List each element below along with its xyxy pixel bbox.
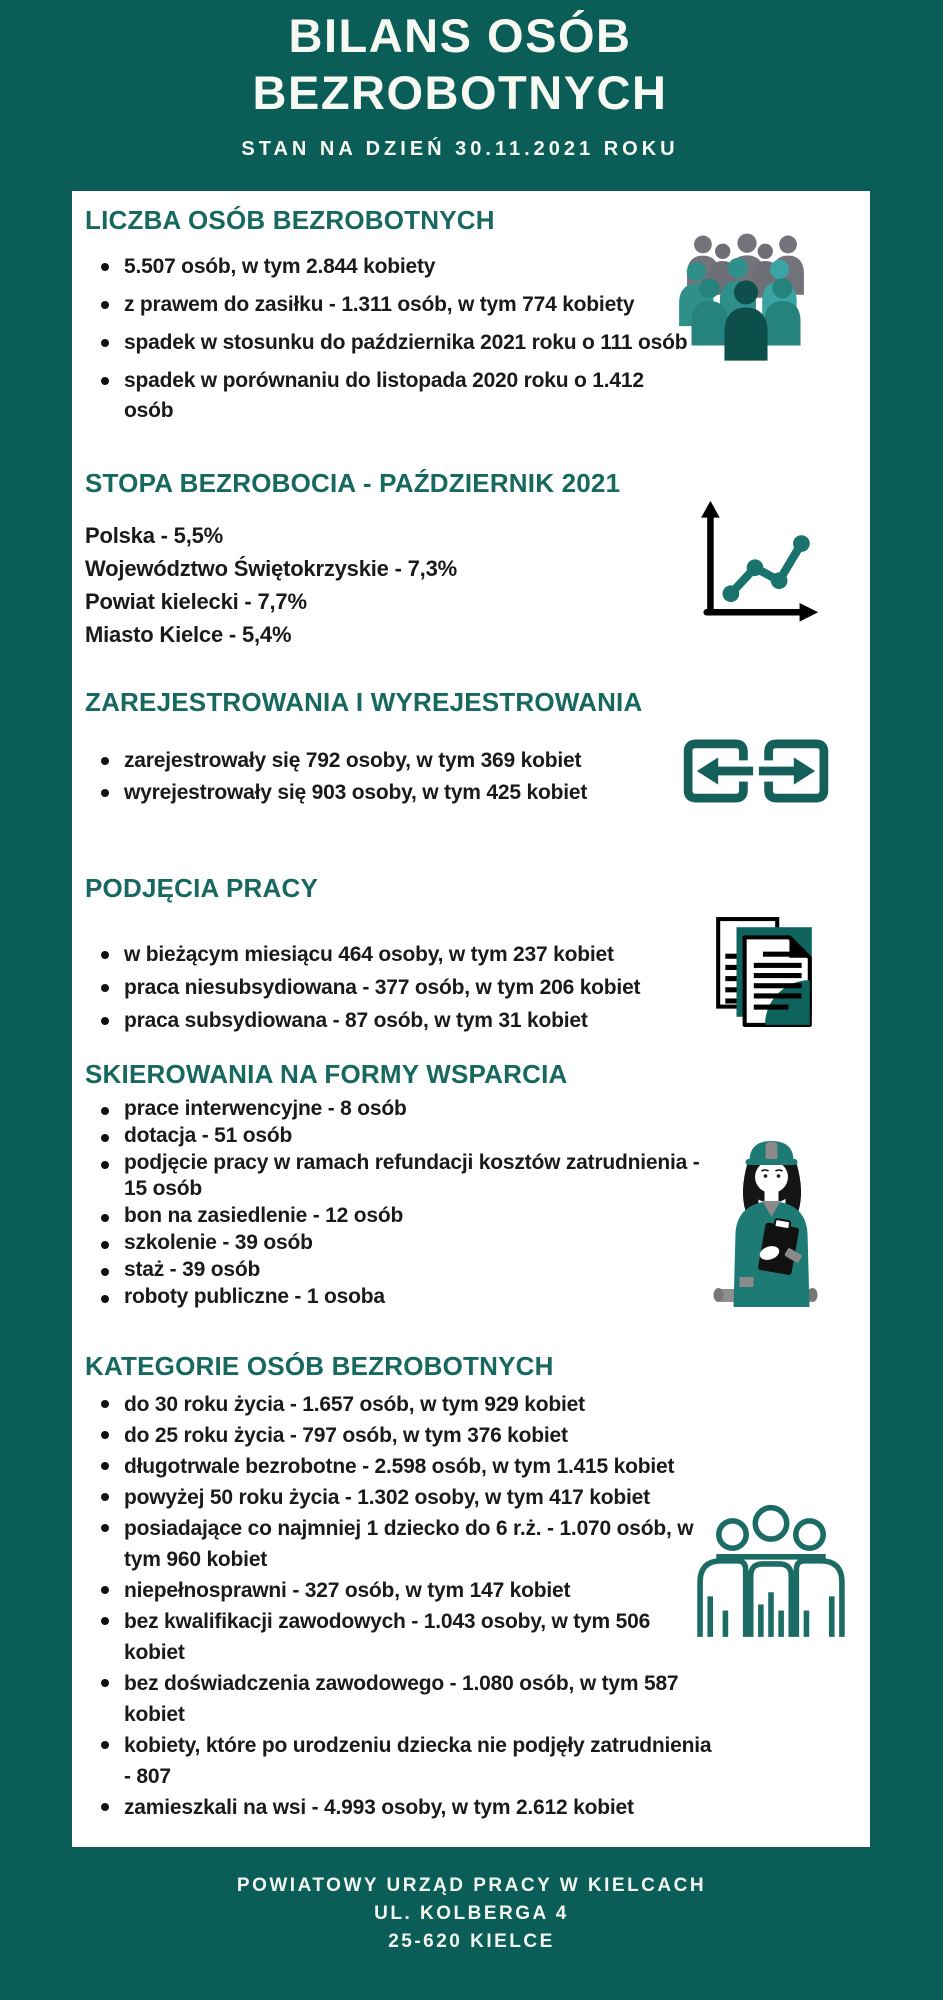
transfer-arrows-icon	[682, 739, 830, 803]
line-chart-icon	[690, 499, 820, 629]
section-heading: PODJĘCIA PRACY	[85, 873, 318, 903]
bullet-item: wyrejestrowały się 903 osoby, w tym 425 kobiet	[124, 778, 704, 808]
bullet-item: 5.507 osób, w tym 2.844 kobiety	[124, 252, 694, 282]
section-heading: KATEGORIE OSÓB BEZROBOTNYCH	[85, 1351, 554, 1381]
bullet-item: prace interwencyjne - 8 osób	[124, 1096, 704, 1122]
bullet-list	[85, 1096, 735, 1310]
bullet-item: długotrwale bezrobotne - 2.598 osób, w tym 1.415 kobiet	[124, 1451, 716, 1482]
page-subtitle: STAN NA DZIEŃ 30.11.2021 ROKU	[241, 138, 679, 160]
bullet-item: niepełnosprawni - 327 osób, w tym 147 kobiet	[124, 1575, 716, 1606]
stat-line: Województwo Świętokrzyskie - 7,3%	[85, 556, 457, 581]
bullet-item: kobiety, które po urodzeniu dziecka nie podjęły zatrudnienia - 807	[124, 1730, 716, 1792]
bullet-list	[85, 1389, 735, 1823]
bullet-item: spadek w porównaniu do listopada 2020 roku o 1.412 osób	[124, 366, 694, 426]
bullet-item: szkolenie - 39 osób	[124, 1230, 704, 1256]
bullet-item: do 25 roku życia - 797 osób, w tym 376 kobiet	[124, 1420, 716, 1451]
team-outline-icon	[694, 1503, 848, 1637]
page-title	[0, 7, 920, 121]
bullet-item: zarejestrowały się 792 osoby, w tym 369 kobiet	[124, 746, 704, 776]
stat-lines	[85, 519, 735, 651]
bullet-item: bez kwalifikacji zawodowych - 1.043 osoby, w tym 506 kobiet	[124, 1606, 716, 1668]
bullet-list	[85, 252, 735, 426]
header	[0, 0, 920, 161]
footer-street: UL. KOLBERGA 4	[374, 1903, 569, 1924]
bullet-item: w bieżącym miesiącu 464 osoby, w tym 237 kobiet	[124, 940, 704, 970]
bullet-item: roboty publiczne - 1 osoba	[124, 1284, 704, 1310]
section-kategorie-osob-bezrobotnych	[85, 1351, 735, 1823]
people-group-icon	[670, 233, 822, 375]
worker-woman-icon	[708, 1127, 836, 1311]
bullet-item: powyżej 50 roku życia - 1.302 osoby, w tym 417 kobiet	[124, 1482, 716, 1513]
bullet-item: do 30 roku życia - 1.657 osób, w tym 929 kobiet	[124, 1389, 716, 1420]
section-heading: LICZBA OSÓB BEZROBOTNYCH	[85, 205, 495, 235]
bullet-item: podjęcie pracy w ramach refundacji kosztów zatrudnienia - 15 osób	[124, 1150, 704, 1202]
section-skierowania-na-formy-wsparcia	[85, 1059, 735, 1311]
stat-line: Miasto Kielce - 5,4%	[85, 622, 292, 647]
bullet-item: zamieszkali na wsi - 4.993 osoby, w tym 2.612 kobiet	[124, 1792, 716, 1823]
bullet-list	[85, 746, 735, 808]
bullet-item: bon na zasiedlenie - 12 osób	[124, 1203, 704, 1229]
bullet-item: praca subsydiowana - 87 osób, w tym 31 kobiet	[124, 1006, 704, 1036]
documents-icon	[714, 915, 816, 1029]
section-heading: SKIEROWANIA NA FORMY WSPARCIA	[85, 1059, 568, 1089]
stat-line: Polska - 5,5%	[85, 523, 224, 548]
section-podjecia-pracy	[85, 873, 735, 1039]
footer-org-name: POWIATOWY URZĄD PRACY W KIELCACH	[236, 1875, 707, 1896]
bullet-item: spadek w stosunku do października 2021 roku o 111 osób	[124, 328, 694, 358]
section-stopa-bezrobocia	[85, 468, 735, 651]
bullet-item: praca niesubsydiowana - 377 osób, w tym 206 kobiet	[124, 973, 704, 1003]
footer-city: 25-620 KIELCE	[388, 1931, 555, 1952]
section-heading: ZAREJESTROWANIA I WYREJESTROWANIA	[85, 687, 643, 717]
bullet-item: z prawem do zasiłku - 1.311 osób, w tym 774 kobiety	[124, 290, 694, 320]
section-zarejestrowania-wyrejestrowania	[85, 687, 735, 810]
bullet-item: staż - 39 osób	[124, 1257, 704, 1283]
page-title-line2: BEZROBOTNYCH	[252, 66, 668, 119]
bullet-item: bez doświadczenia zawodowego - 1.080 osób, w tym 587 kobiet	[124, 1668, 716, 1730]
section-liczba-osob-bezrobotnych	[85, 205, 735, 434]
content-card	[72, 191, 870, 1847]
footer	[0, 1872, 943, 1956]
stat-line: Powiat kielecki - 7,7%	[85, 589, 307, 614]
bullet-list	[85, 940, 735, 1036]
page-title-line1: BILANS OSÓB	[288, 9, 632, 62]
section-heading: STOPA BEZROBOCIA - PAŹDZIERNIK 2021	[85, 468, 621, 498]
bullet-item: posiadające co najmniej 1 dziecko do 6 r.ż. - 1.070 osób, w tym 960 kobiet	[124, 1513, 716, 1575]
bullet-item: dotacja - 51 osób	[124, 1123, 704, 1149]
